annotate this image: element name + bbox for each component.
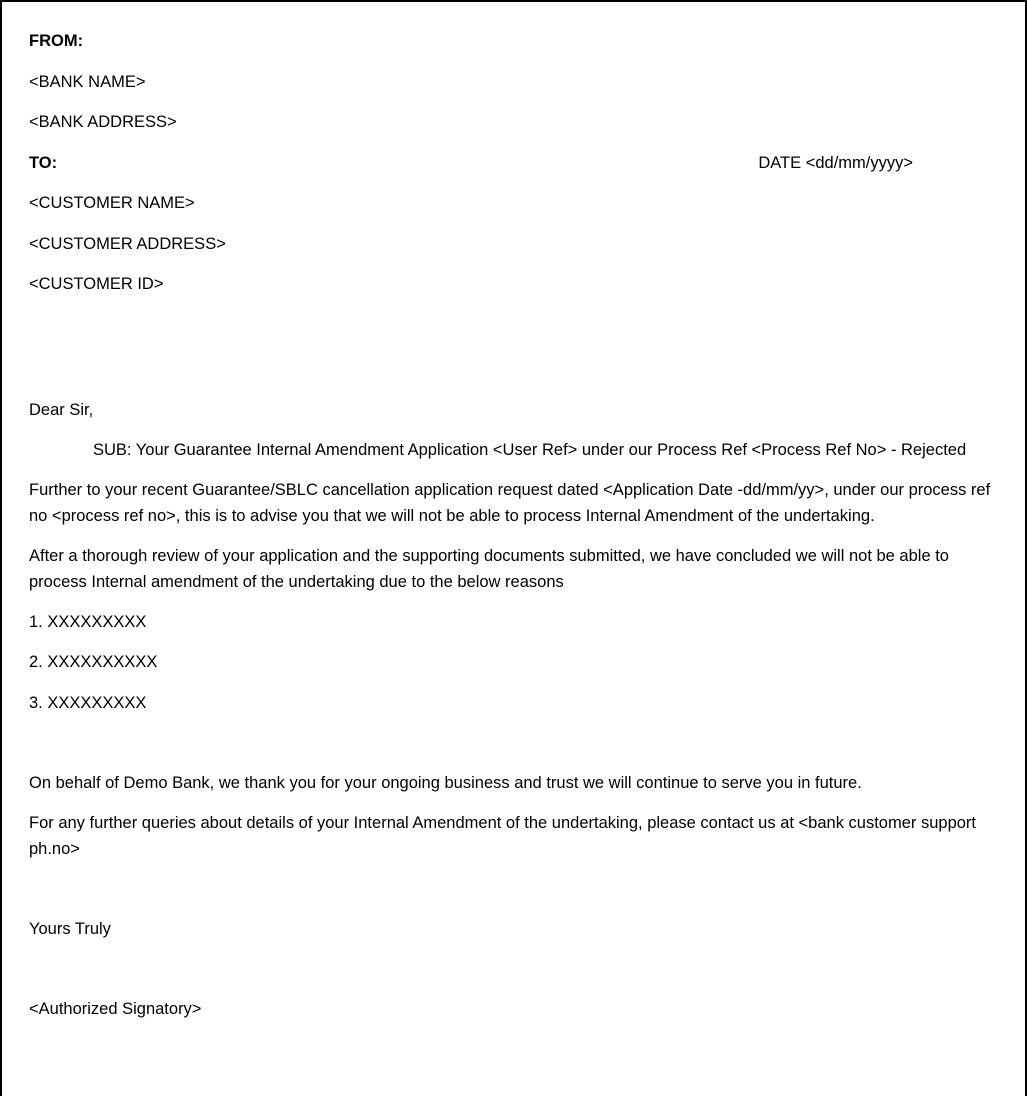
paragraph-intro: Further to your recent Guarantee/SBLC cancellation application request dated <Application Date -dd/mm/yy>, under our process ref no <process ref no>, this is to advise you that we will not be able to process Internal Amendment of the undertaking.	[29, 480, 991, 525]
spacer	[29, 316, 998, 397]
spacer	[29, 956, 998, 996]
paragraph-thanks: On behalf of Demo Bank, we thank you for your ongoing business and trust we will continue to serve you in future.	[29, 774, 862, 792]
paragraph-queries: For any further queries about details of your Internal Amendment of the undertaking, please contact us at <bank customer support ph.no>	[29, 814, 977, 858]
reason-item-3: 3. XXXXXXXXX	[29, 693, 147, 712]
paragraph-review: After a thorough review of your application and the supporting documents submitted, we have concluded we will not be able to process Internal amendment of the undertaking due to the below reasons	[29, 546, 949, 591]
salutation: Dear Sir,	[29, 400, 94, 419]
signatory-placeholder: <Authorized Signatory>	[29, 1000, 202, 1018]
bank-address-placeholder: <BANK ADDRESS>	[29, 113, 177, 131]
customer-name-placeholder: <CUSTOMER NAME>	[29, 194, 195, 212]
to-date-row	[29, 154, 998, 174]
closing-line: Yours Truly	[29, 920, 111, 938]
subject-line: SUB: Your Guarantee Internal Amendment Application <User Ref> under our Process Ref <Process Ref No> - Rejected	[93, 440, 967, 459]
customer-id-placeholder: <CUSTOMER ID>	[29, 275, 164, 293]
to-label: TO:	[29, 153, 58, 172]
from-label: FROM:	[29, 32, 84, 50]
reason-item-1: 1. XXXXXXXXX	[29, 612, 147, 631]
customer-address-placeholder: <CUSTOMER ADDRESS>	[29, 234, 226, 253]
spacer	[29, 876, 998, 916]
bank-name-placeholder: <BANK NAME>	[29, 72, 146, 91]
reason-item-2: 2. XXXXXXXXXX	[29, 653, 158, 671]
spacer	[29, 730, 998, 770]
date-placeholder: DATE <dd/mm/yyyy>	[758, 153, 913, 172]
